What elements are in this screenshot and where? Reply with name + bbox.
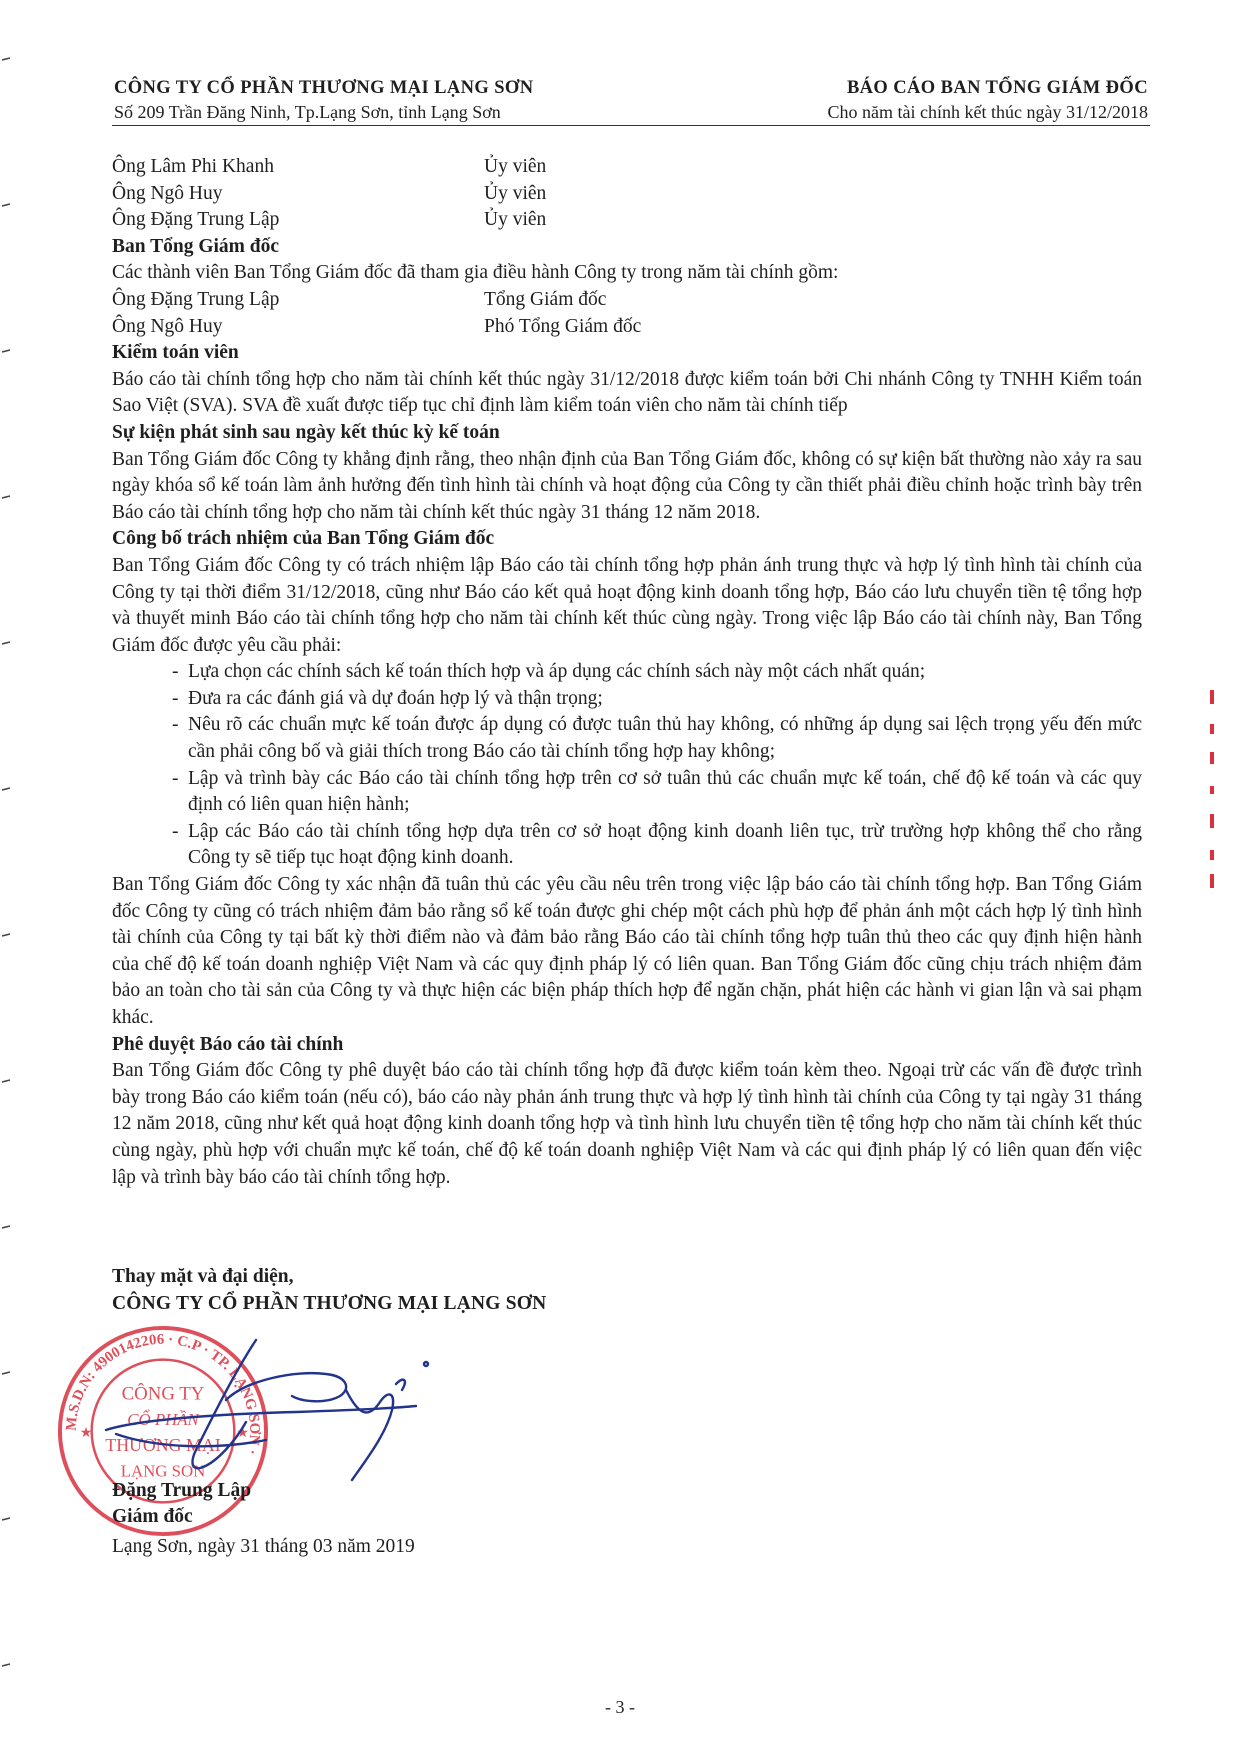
stamp-line: THƯƠNG MẠI (105, 1434, 221, 1455)
company-name: CÔNG TY CỔ PHẦN THƯƠNG MẠI LẠNG SƠN (114, 78, 534, 98)
signing-place-date: Lạng Sơn, ngày 31 tháng 03 năm 2019 (112, 1536, 415, 1557)
header-divider (112, 125, 1150, 126)
responsibility-requirements-list (112, 659, 1142, 872)
member-role: Phó Tổng Giám đốc (484, 315, 642, 337)
board-member-row (112, 207, 1142, 234)
signer-name: Đặng Trung Lập (112, 1480, 252, 1501)
member-name: Ông Ngô Huy (112, 315, 223, 337)
report-body (112, 154, 1142, 1191)
scan-margin-marks (0, 0, 14, 1754)
stamp-star-icon: ★ (79, 1425, 93, 1441)
list-item: - Lựa chọn các chính sách kế toán thích hợp và áp dụng các chính sách này một cách nhất quán; (172, 659, 1142, 686)
section-heading-responsibility: Công bố trách nhiệm của Ban Tổng Giám đốc (112, 528, 495, 550)
stamp-line: LẠNG SƠN (120, 1461, 206, 1481)
management-member-row (112, 314, 1142, 341)
stamp-ring-text: M.S.D.N: 4900142206 · C.P · TP. LẠNG SƠN · (63, 1331, 263, 1457)
responsibility-intro: Ban Tổng Giám đốc Công ty có trách nhiệm lập Báo cáo tài chính tổng hợp phản ánh trung thực và hợp lý tình hình tài chính của Công ty tại thời điểm 31/12/2018, cũng như Báo cáo kết quả hoạt động kinh doanh tổng hợp, Báo cáo lưu chuyển tiền tệ tổng hợp và thuyết minh Báo cáo tài chính tổng hợp cho năm tài chính kết thúc cùng ngày. Trong việc lập Báo cáo tài chính này, Ban Tổng Giám đốc được yêu cầu phải: (112, 554, 1142, 656)
management-intro: Các thành viên Ban Tổng Giám đốc đã tham gia điều hành Công ty trong năm tài chính gồm: (112, 262, 839, 284)
section-heading-auditor: Kiểm toán viên (112, 342, 239, 364)
page-number: - 3 - (605, 1697, 635, 1717)
signer-title: Giám đốc (112, 1506, 193, 1527)
on-behalf-label: Thay mặt và đại diện, (112, 1266, 294, 1287)
member-role: Tổng Giám đốc (484, 288, 607, 310)
member-name: Ông Lâm Phi Khanh (112, 156, 274, 177)
subsequent-events-paragraph: Ban Tổng Giám đốc Công ty khẳng định rằng, theo nhận định của Ban Tổng Giám đốc, không có sự kiện bất thường nào xảy ra sau ngày khóa sổ kế toán làm ảnh hưởng đến tình hình tài chính và hoạt động của Công ty cần thiết phải điều chỉnh hoặc trình bày trên Báo cáo tài chính tổng hợp cho năm tài chính kết thúc ngày 31 tháng 12 năm 2018. (112, 448, 1142, 523)
report-period: Cho năm tài chính kết thúc ngày 31/12/2018 (827, 102, 1148, 122)
member-role: Ủy viên (484, 182, 547, 204)
responsibility-closing: Ban Tổng Giám đốc Công ty xác nhận đã tuân thủ các yêu cầu nêu trên trong việc lập báo cáo tài chính tổng hợp. Ban Tổng Giám đốc Công ty cũng có trách nhiệm đảm bảo rằng sổ kế toán được ghi chép một cách phù hợp để phản ánh một cách hợp lý tình hình tài chính của Công ty tại bất kỳ thời điểm nào và đảm bảo rằng Báo cáo tài chính tổng hợp tuân thủ theo các quy định hiện hành của chế độ kế toán doanh nghiệp Việt Nam và các quy định pháp lý có liên quan. Ban Tổng Giám đốc cũng chịu trách nhiệm đảm bảo an toàn cho tài sản của Công ty và thực hiện các biện pháp thích hợp để ngăn chặn, phát hiện các hành vi gian lận và sai phạm khác. (112, 874, 1142, 1028)
signoff-company: CÔNG TY CỔ PHẦN THƯƠNG MẠI LẠNG SƠN (112, 1292, 547, 1314)
stamp-star-icon: ★ (236, 1425, 249, 1441)
member-name: Ông Đặng Trung Lập (112, 288, 280, 310)
edge-red-marks (1204, 690, 1222, 890)
section-heading-approval: Phê duyệt Báo cáo tài chính (112, 1033, 344, 1055)
handwritten-signature (96, 1330, 496, 1490)
list-item: - Đưa ra các đánh giá và dự đoán hợp lý và thận trọng; (172, 686, 1142, 713)
company-address: Số 209 Trần Đăng Ninh, Tp.Lạng Sơn, tỉnh Lạng Sơn (114, 102, 501, 122)
board-member-row (112, 181, 1142, 208)
report-title: BÁO CÁO BAN TỔNG GIÁM ĐỐC (846, 78, 1148, 98)
document-header-right (828, 76, 1148, 124)
signoff-block (112, 1264, 546, 1317)
document-header-left (114, 76, 533, 124)
auditor-paragraph: Báo cáo tài chính tổng hợp cho năm tài chính kết thúc ngày 31/12/2018 được kiểm toán bởi Chi nhánh Công ty TNHH Kiểm toán Sao Việt (SVA). SVA đề xuất được tiếp tục chỉ định làm kiểm toán viên cho năm tài chính tiếp (112, 368, 1142, 417)
member-name: Ông Đặng Trung Lập (112, 209, 280, 231)
member-role: Ủy viên (484, 156, 547, 177)
management-member-row (112, 287, 1142, 314)
stamp-line: CÔNG TY (121, 1383, 205, 1405)
member-role: Ủy viên (484, 209, 547, 231)
list-item: - Lập các Báo cáo tài chính tổng hợp dựa trên cơ sở hoạt động kinh doanh liên tục, trừ trường hợp không thể cho rằng Công ty sẽ tiếp tục hoạt động kinh doanh. (172, 819, 1142, 872)
board-member-list (112, 154, 1142, 234)
approval-paragraph: Ban Tổng Giám đốc Công ty phê duyệt báo cáo tài chính tổng hợp đã được kiểm toán kèm theo. Ngoại trừ các vấn đề được trình bày trong Báo cáo kiểm toán (nếu có), báo cáo này phản ánh trung thực và hợp lý tình hình tài chính của Công ty tại ngày 31 tháng 12 năm 2018, cũng như kết quả hoạt động kinh doanh tổng hợp và tình hình lưu chuyển tiền tệ tổng hợp cho năm tài chính kết thúc cùng ngày, phù hợp với chuẩn mực kế toán, chế độ kế toán doanh nghiệp Việt Nam và các qui định pháp lý có liên quan đến việc lập và trình bày báo cáo tài chính tổng hợp. (112, 1060, 1142, 1188)
board-member-row (112, 154, 1142, 181)
member-name: Ông Ngô Huy (112, 182, 223, 204)
stamp-line: CỔ PHẦN (127, 1410, 199, 1430)
section-heading-management: Ban Tổng Giám đốc (112, 235, 280, 257)
list-item: - Lập và trình bày các Báo cáo tài chính tổng hợp trên cơ sở tuân thủ các chuẩn mực kế toán, chế độ kế toán và các quy định có liên quan hiện hành; (172, 766, 1142, 819)
section-heading-subsequent-events: Sự kiện phát sinh sau ngày kết thúc kỳ kế toán (112, 421, 500, 443)
list-item: - Nêu rõ các chuẩn mực kế toán được áp dụng có được tuân thủ hay không, có những áp dụng sai lệch trọng yếu đến mức cần phải công bố và giải thích trong Báo cáo tài chính tổng hợp hay không; (172, 712, 1142, 765)
